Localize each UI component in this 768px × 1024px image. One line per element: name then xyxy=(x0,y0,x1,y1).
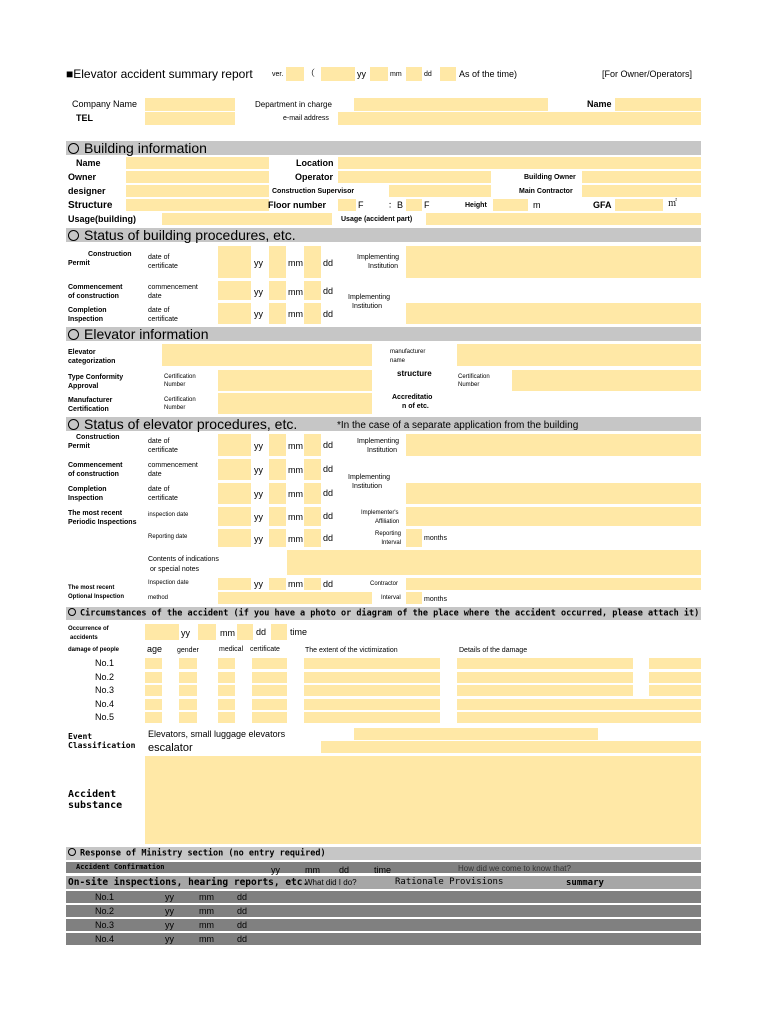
designer-label: designer xyxy=(68,186,106,196)
damage-row-label: No.3 xyxy=(95,685,115,695)
mm-label: mm xyxy=(390,71,402,78)
damage-row-label: No.4 xyxy=(95,699,115,709)
certificate-column-header: certificate xyxy=(250,646,280,653)
operator-label: Operator xyxy=(295,172,334,182)
ep-reporting-date-label: Reporting date xyxy=(148,534,188,540)
medical-column-header: medical xyxy=(219,646,244,653)
ministry-row-dd-label: dd xyxy=(237,892,248,902)
occurrence-day-field[interactable] xyxy=(237,624,253,640)
bp-commencement-day-field[interactable] xyxy=(304,281,321,300)
damage-extra-field[interactable] xyxy=(649,672,701,683)
for-owner-label: [For Owner/Operators] xyxy=(602,69,693,79)
circle-icon xyxy=(68,329,79,340)
confirmation-time-label: time xyxy=(374,865,392,875)
bp-completion-year-field[interactable] xyxy=(218,303,251,324)
manufacturer-name-label: manufacturer name xyxy=(390,349,426,364)
building-procedures-title: Status of building procedures, etc. xyxy=(68,228,296,242)
ep-completion-label: Completion Inspection xyxy=(68,486,107,502)
gfa-field[interactable] xyxy=(615,199,663,211)
circle-icon xyxy=(68,419,79,430)
bp-permit-yy-label: yy xyxy=(254,258,263,268)
damage-age-field[interactable] xyxy=(145,672,162,683)
escalator-type-field[interactable] xyxy=(321,741,701,753)
accreditation-label: Accreditatio n of etc. xyxy=(392,394,433,410)
damage-age-field[interactable] xyxy=(145,699,162,710)
damage-extra-field[interactable] xyxy=(649,658,701,669)
ep-reporting-interval-field[interactable] xyxy=(406,529,422,547)
ministry-row-label: No.3 xyxy=(95,920,115,930)
ep-completion-date-label: date of certificate xyxy=(148,486,178,502)
ep-reporting-year-field[interactable] xyxy=(218,529,251,547)
damage-medical-field[interactable] xyxy=(218,672,235,683)
ministry-row-label: No.1 xyxy=(95,892,115,902)
ep-permit-mm-label: mm xyxy=(288,441,303,451)
elevators-type-label: Elevators, small luggage elevators xyxy=(148,729,286,739)
elevator-categorization-field[interactable] xyxy=(162,344,372,366)
ministry-row-yy-label: yy xyxy=(165,906,174,916)
ep-periodic-inspection-label: The most recent Periodic Inspections xyxy=(68,510,137,526)
ep-contents-field[interactable] xyxy=(287,550,701,575)
ep-completion-mm-label: mm xyxy=(288,489,303,499)
damage-gender-field[interactable] xyxy=(179,685,197,696)
location-field[interactable] xyxy=(338,157,701,169)
damage-age-field[interactable] xyxy=(145,712,162,723)
ep-completion-yy-label: yy xyxy=(254,489,263,499)
elevator-categorization-label: Elevator categorization xyxy=(68,349,116,365)
type-certification-number-label: Certification Number xyxy=(164,374,196,388)
ep-interval-months-label: months xyxy=(424,596,447,603)
ministry-row[interactable] xyxy=(66,933,701,945)
bp-commencement-year-field[interactable] xyxy=(218,281,251,300)
damage-details-field[interactable] xyxy=(457,712,701,723)
version-field[interactable] xyxy=(286,67,304,81)
ep-optional-month-field[interactable] xyxy=(269,578,286,590)
ep-commencement-yy-label: yy xyxy=(254,465,263,475)
ep-commencement-date-label: commencement date xyxy=(148,462,198,478)
extent-column-header: The extent of the victimization xyxy=(305,647,398,654)
ep-permit-year-field[interactable] xyxy=(218,434,251,456)
bp-completion-dd-label: dd xyxy=(323,309,334,319)
ministry-row-mm-label: mm xyxy=(199,892,214,902)
floor-f-label: F xyxy=(358,200,364,210)
ep-reporting-mm-label: mm xyxy=(288,534,303,544)
department-field[interactable] xyxy=(354,98,548,111)
damage-extra-field[interactable] xyxy=(649,685,701,696)
ministry-row-dd-label: dd xyxy=(237,934,248,944)
ep-contractor-label: Contractor xyxy=(370,581,399,587)
ministry-row[interactable] xyxy=(66,919,701,931)
ministry-row-yy-label: yy xyxy=(165,934,174,944)
company-name-field[interactable] xyxy=(145,98,235,111)
ep-interval-field[interactable] xyxy=(406,592,422,604)
damage-certificate-field[interactable] xyxy=(252,699,287,710)
ep-permit-day-field[interactable] xyxy=(304,434,321,456)
occurrence-mm-label: mm xyxy=(220,628,235,638)
ep-interval-label: Interval xyxy=(381,595,401,601)
ep-permit-yy-label: yy xyxy=(254,441,263,451)
ep-inspection-date-label: inspection date xyxy=(148,512,189,518)
ep-permit-dd-label: dd xyxy=(323,440,334,450)
ep-method-label: method xyxy=(148,595,169,601)
damage-row-label: No.2 xyxy=(95,672,115,682)
damage-details-field[interactable] xyxy=(457,685,633,696)
building-name-label: Name xyxy=(76,158,101,168)
ep-reporting-month-field[interactable] xyxy=(269,529,286,547)
dd-label: dd xyxy=(424,71,432,78)
structure-label: Structure xyxy=(68,200,113,211)
bp-completion-day-field[interactable] xyxy=(304,303,321,324)
circumstances-title: Circumstances of the accident (if you have a photo or diagram of the place where the accident occurred, please attach it) xyxy=(68,609,699,618)
accident-substance-label: Accident substance xyxy=(68,789,123,811)
bp-completion-label: Completion Inspection xyxy=(68,307,107,323)
escalator-type-label: escalator xyxy=(148,742,193,754)
ep-periodic-year-field[interactable] xyxy=(218,507,251,526)
circle-icon xyxy=(68,230,79,241)
bp-permit-mm-label: mm xyxy=(288,258,303,268)
damage-medical-field[interactable] xyxy=(218,699,235,710)
ep-periodic-day-field[interactable] xyxy=(304,507,321,526)
ep-periodic-yy-label: yy xyxy=(254,512,263,522)
damage-gender-field[interactable] xyxy=(179,672,197,683)
structure-field[interactable] xyxy=(126,199,269,211)
owner-label: Owner xyxy=(68,172,97,182)
bp-permit-dd-label: dd xyxy=(323,258,334,268)
report-time-field[interactable] xyxy=(440,67,456,81)
ep-completion-institution-field[interactable] xyxy=(406,483,701,504)
occurrence-time-label: time xyxy=(290,627,308,637)
ep-commencement-month-field[interactable] xyxy=(269,459,286,480)
report-year-field[interactable] xyxy=(321,67,355,81)
bp-permit-year-field[interactable] xyxy=(218,246,251,278)
damage-certificate-field[interactable] xyxy=(252,685,287,696)
height-unit-label: m xyxy=(533,200,541,210)
bp-completion-yy-label: yy xyxy=(254,309,263,319)
bp-commencement-date-label: commencement date xyxy=(148,284,198,300)
floors-above-field[interactable] xyxy=(338,199,356,211)
email-label: e-mail address xyxy=(283,115,329,122)
main-contractor-label: Main Contractor xyxy=(519,188,573,195)
damage-gender-field[interactable] xyxy=(179,699,197,710)
damage-extent-field[interactable] xyxy=(304,712,440,723)
event-classification-label: Event Classification xyxy=(68,732,136,750)
damage-details-field[interactable] xyxy=(457,658,633,669)
elevator-info-title: Elevator information xyxy=(68,327,209,341)
details-column-header: Details of the damage xyxy=(459,647,528,654)
bp-permit-institution-field[interactable] xyxy=(406,246,701,278)
confirmation-mm-label: mm xyxy=(305,865,320,875)
damage-details-field[interactable] xyxy=(457,699,701,710)
ministry-row-yy-label: yy xyxy=(165,920,174,930)
damage-certificate-field[interactable] xyxy=(252,658,287,669)
damage-row-label: No.1 xyxy=(95,658,115,668)
designer-field[interactable] xyxy=(126,185,269,197)
bp-date-of-certificate-label: date of certificate xyxy=(148,254,178,270)
damage-gender-field[interactable] xyxy=(179,658,197,669)
type-certification-number-field[interactable] xyxy=(218,370,372,391)
bp-construction-permit-label: Construction Permit xyxy=(68,251,132,267)
ep-implementing-institution-2-label: Implementing Institution xyxy=(348,474,391,490)
email-field[interactable] xyxy=(338,112,701,125)
damage-certificate-field[interactable] xyxy=(252,672,287,683)
usage-accident-field[interactable] xyxy=(426,213,701,225)
damage-extent-field[interactable] xyxy=(304,685,440,696)
usage-building-label: Usage(building) xyxy=(68,214,136,224)
elevator-procedures-title: Status of elevator procedures, etc. xyxy=(68,417,297,431)
ep-permit-month-field[interactable] xyxy=(269,434,286,456)
ep-contractor-field[interactable] xyxy=(406,578,701,590)
occurrence-dd-label: dd xyxy=(256,627,267,637)
as-of-label: As of the time) xyxy=(459,69,518,79)
ep-optional-mm-label: mm xyxy=(288,579,303,589)
ministry-row[interactable] xyxy=(66,905,701,917)
usage-building-field[interactable] xyxy=(162,213,332,225)
yy-label: yy xyxy=(357,69,366,79)
rationale-label: Rationale Provisions xyxy=(395,877,504,887)
damage-age-field[interactable] xyxy=(145,658,162,669)
bp-implementing-institution-label: Implementing Institution xyxy=(357,254,400,270)
gfa-unit-label: ㎡ xyxy=(668,198,678,208)
building-owner-label: Building Owner xyxy=(524,174,576,181)
ep-commencement-mm-label: mm xyxy=(288,465,303,475)
manufacturer-certification-label: Manufacturer Certification xyxy=(68,397,113,413)
basement-label: ：B xyxy=(388,200,404,210)
bp-implementing-institution-2-label: Implementing Institution xyxy=(348,294,391,310)
ep-reporting-months-label: months xyxy=(424,535,447,542)
bp-commencement-label: Commencement of construction xyxy=(68,284,123,300)
bp-completion-month-field[interactable] xyxy=(269,303,286,324)
separate-application-note: *In the case of a separate application from the building xyxy=(337,420,579,431)
bp-completion-mm-label: mm xyxy=(288,309,303,319)
tel-field[interactable] xyxy=(145,112,235,125)
ministry-row[interactable] xyxy=(66,891,701,903)
summary-label: summary xyxy=(566,878,604,888)
damage-extent-field[interactable] xyxy=(304,699,440,710)
ep-periodic-mm-label: mm xyxy=(288,512,303,522)
elevators-type-field[interactable] xyxy=(354,728,598,740)
structure-certification-number-field[interactable] xyxy=(512,370,701,391)
ministry-row-label: No.2 xyxy=(95,906,115,916)
ep-reporting-dd-label: dd xyxy=(323,533,334,543)
ep-reporting-day-field[interactable] xyxy=(304,529,321,547)
building-owner-field[interactable] xyxy=(582,171,701,183)
ep-commencement-dd-label: dd xyxy=(323,464,334,474)
accident-confirmation-label: Accident Confirmation xyxy=(76,863,165,871)
damage-row-label: No.5 xyxy=(95,712,115,722)
bp-completion-date-label: date of certificate xyxy=(148,307,178,323)
type-conformity-label: Type Conformity Approval xyxy=(68,374,124,390)
ep-date-of-certificate-label: date of certificate xyxy=(148,438,178,454)
operator-field[interactable] xyxy=(338,171,491,183)
manufacturer-certification-number-field[interactable] xyxy=(218,393,372,414)
ver-label: ver. xyxy=(272,71,284,78)
owner-field[interactable] xyxy=(126,171,269,183)
ep-reporting-interval-label: Reporting Interval xyxy=(375,531,402,546)
bp-commencement-month-field[interactable] xyxy=(269,281,286,300)
ep-permit-institution-field[interactable] xyxy=(406,434,701,456)
report-title: ■Elevator accident summary report xyxy=(66,67,253,81)
bp-commencement-yy-label: yy xyxy=(254,287,263,297)
damage-medical-field[interactable] xyxy=(218,658,235,669)
report-month-field[interactable] xyxy=(370,67,388,81)
ep-inspection-date-2-label: Inspection date xyxy=(148,580,189,586)
ministry-row-mm-label: mm xyxy=(199,934,214,944)
usage-accident-label: Usage (accident part) xyxy=(341,216,413,223)
report-day-field[interactable] xyxy=(406,67,422,81)
accident-substance-field[interactable] xyxy=(145,756,701,844)
ep-optional-year-field[interactable] xyxy=(218,578,251,590)
ministry-row-dd-label: dd xyxy=(237,920,248,930)
damage-details-field[interactable] xyxy=(457,672,633,683)
what-did-label: What did I do? xyxy=(305,878,357,887)
damage-of-people-label: damage of people xyxy=(68,647,120,653)
gfa-label: GFA xyxy=(593,200,612,210)
occurrence-year-field[interactable] xyxy=(145,624,179,640)
bp-permit-month-field[interactable] xyxy=(269,246,286,278)
occurrence-month-field[interactable] xyxy=(198,624,216,640)
occurrence-time-field[interactable] xyxy=(271,624,287,640)
ep-method-field[interactable] xyxy=(218,592,372,604)
ep-implementing-institution-label: Implementing Institution xyxy=(357,438,400,454)
how-know-label: How did we come to know that? xyxy=(458,864,571,873)
ministry-title: Response of Ministry section (no entry required) xyxy=(68,849,326,858)
damage-medical-field[interactable] xyxy=(218,712,235,723)
ministry-row-mm-label: mm xyxy=(199,920,214,930)
name-label: Name xyxy=(587,99,612,109)
ep-optional-day-field[interactable] xyxy=(304,578,321,590)
damage-extent-field[interactable] xyxy=(304,658,440,669)
ep-commencement-year-field[interactable] xyxy=(218,459,251,480)
building-name-field[interactable] xyxy=(126,157,269,169)
ministry-row-dd-label: dd xyxy=(237,906,248,916)
ep-periodic-dd-label: dd xyxy=(323,511,334,521)
ep-commencement-label: Commencement of construction xyxy=(68,462,123,478)
ep-optional-yy-label: yy xyxy=(254,579,263,589)
structure-label-elevator: structure xyxy=(397,369,432,378)
basement-f-label: F xyxy=(424,200,430,210)
circle-icon xyxy=(68,143,79,154)
circle-icon xyxy=(68,848,76,856)
ep-periodic-month-field[interactable] xyxy=(269,507,286,526)
confirmation-dd-label: dd xyxy=(339,865,350,875)
ep-optional-dd-label: dd xyxy=(323,579,334,589)
bp-commencement-mm-label: mm xyxy=(288,287,303,297)
ep-construction-permit-label: Construction Permit xyxy=(68,434,120,450)
department-label: Department in charge xyxy=(255,100,332,109)
paren-label: （ xyxy=(306,68,316,78)
onsite-inspections-label: On-site inspections, hearing reports, etc. xyxy=(68,877,309,888)
floors-below-field[interactable] xyxy=(406,199,422,211)
contact-name-field[interactable] xyxy=(615,98,701,111)
ministry-row-mm-label: mm xyxy=(199,906,214,916)
bp-completion-institution-field[interactable] xyxy=(406,303,701,324)
ep-reporting-yy-label: yy xyxy=(254,534,263,544)
ep-contents-label: Contents of indications or special notes xyxy=(148,556,219,573)
confirmation-yy-label: yy xyxy=(271,865,280,875)
manufacturer-certification-number-label: Certification Number xyxy=(164,397,196,411)
construction-supervisor-label: Construction Supervisor xyxy=(272,188,355,195)
construction-supervisor-field[interactable] xyxy=(389,185,491,197)
tel-label: TEL xyxy=(76,113,93,123)
ep-completion-day-field[interactable] xyxy=(304,483,321,504)
ministry-row-yy-label: yy xyxy=(165,892,174,902)
location-label: Location xyxy=(296,158,334,168)
bp-permit-day-field[interactable] xyxy=(304,246,321,278)
ep-completion-year-field[interactable] xyxy=(218,483,251,504)
occurrence-label: Occurrence of accidents xyxy=(68,626,109,641)
ep-implementer-affiliation-field[interactable] xyxy=(406,507,701,526)
building-info-title: Building information xyxy=(68,141,207,155)
bp-commencement-dd-label: dd xyxy=(323,286,334,296)
manufacturer-name-field[interactable] xyxy=(457,344,701,366)
circle-icon xyxy=(68,608,76,616)
ep-implementer-affiliation-label: Implementer's Affiliation xyxy=(361,510,400,525)
ep-completion-month-field[interactable] xyxy=(269,483,286,504)
damage-medical-field[interactable] xyxy=(218,685,235,696)
damage-extent-field[interactable] xyxy=(304,672,440,683)
gender-column-header: gender xyxy=(177,647,199,654)
ep-optional-inspection-label: The most recent Optional Inspection xyxy=(68,585,125,600)
damage-certificate-field[interactable] xyxy=(252,712,287,723)
ministry-row-label: No.4 xyxy=(95,934,115,944)
ep-commencement-day-field[interactable] xyxy=(304,459,321,480)
height-field[interactable] xyxy=(493,199,528,211)
age-column-header: age xyxy=(147,644,163,654)
ep-completion-dd-label: dd xyxy=(323,488,334,498)
structure-certification-number-label: Certification Number xyxy=(458,374,490,388)
main-contractor-field[interactable] xyxy=(582,185,701,197)
damage-gender-field[interactable] xyxy=(179,712,197,723)
company-name-label: Company Name xyxy=(72,99,138,109)
damage-age-field[interactable] xyxy=(145,685,162,696)
height-label: Height xyxy=(465,202,487,209)
occurrence-yy-label: yy xyxy=(181,628,190,638)
floor-number-label: Floor number xyxy=(268,200,326,210)
